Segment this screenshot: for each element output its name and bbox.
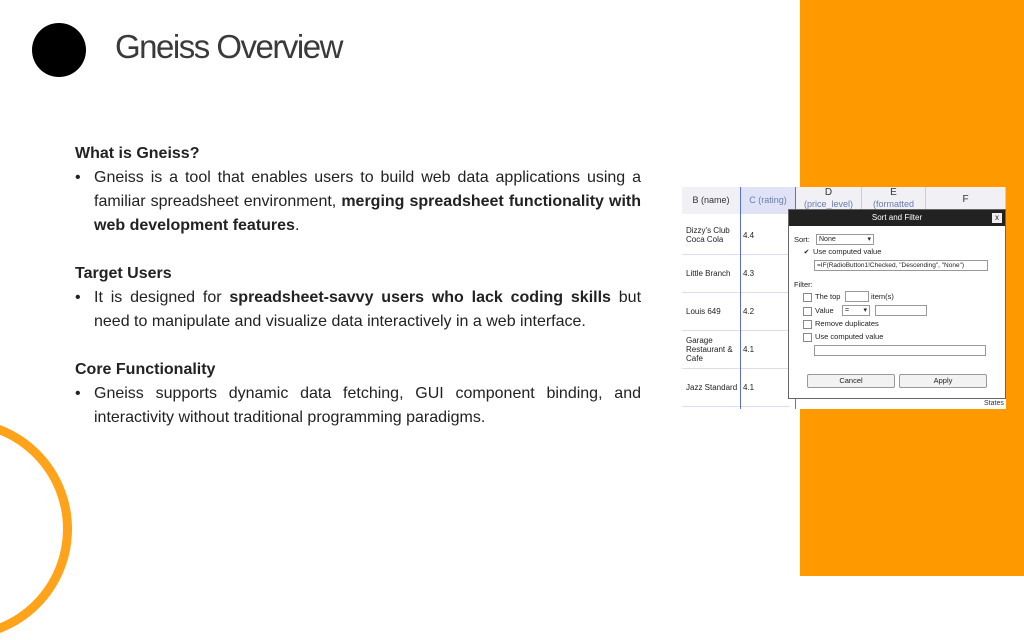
apply-button[interactable]: Apply <box>899 374 987 388</box>
section-heading: Target Users <box>75 265 172 282</box>
cell-name: Jazz Standard <box>686 382 738 392</box>
dialog-title-bar <box>789 210 1005 226</box>
use-computed-checkbox[interactable]: ✔ Use computed value <box>803 247 882 256</box>
column-header-b <box>682 187 741 214</box>
section-heading: What is Gneiss? <box>75 145 200 162</box>
bullet-dot: • <box>75 169 81 186</box>
bullet-item <box>75 286 641 334</box>
computed-value-input[interactable] <box>814 345 986 356</box>
cell-name: Dizzy's Club Coca Cola <box>686 226 730 244</box>
slide-body <box>75 142 641 430</box>
cell-country: States <box>984 400 1004 407</box>
bullet-dot: • <box>75 385 81 402</box>
formula-input[interactable]: =IF(RadioButton1!Checked, "Descending", "None") <box>814 260 988 271</box>
decorative-arc <box>0 418 72 640</box>
sort-filter-dialog <box>788 209 1006 399</box>
value-operator-select[interactable]: = ▾ <box>842 305 870 316</box>
column-header-label: B (name) <box>692 195 730 205</box>
bullet-text: but need to manipulate and visualize data interactively in a web interface. <box>94 289 642 330</box>
cell-name: Louis 649 <box>686 306 721 316</box>
bullet-text: Gneiss supports dynamic data fetching, GUI component binding, and interactivity without traditional programming paradigms. <box>94 385 641 426</box>
column-header-label: (formatted <box>872 199 914 209</box>
close-icon[interactable]: x <box>992 213 1002 223</box>
cell-rating: 4.1 <box>743 382 755 392</box>
bullet-bold-text: merging spreadsheet functionality with web development features <box>94 193 641 234</box>
cell-rating: 4.1 <box>743 344 755 354</box>
column-header-label: (price_level) <box>803 199 854 209</box>
value-input[interactable] <box>875 305 927 316</box>
cell-rating: 4.2 <box>743 306 755 316</box>
cell-rating: 4.4 <box>743 230 755 240</box>
the-top-checkbox[interactable]: The top <box>803 292 840 302</box>
column-letter: F <box>962 194 969 205</box>
items-label: item(s) <box>871 292 894 301</box>
column-letter: D <box>824 187 833 198</box>
value-checkbox[interactable]: Value <box>803 306 834 316</box>
filter-label: Filter: <box>794 280 813 289</box>
column-letter: E <box>890 187 897 198</box>
use-computed-checkbox-2[interactable]: Use computed value <box>803 332 883 342</box>
sort-label: Sort: <box>794 235 810 244</box>
column-header-label: C (rating) <box>749 195 787 205</box>
dialog-title: Sort and Filter <box>871 213 923 222</box>
bullet-item <box>75 382 641 430</box>
top-count-input[interactable] <box>845 291 869 302</box>
cell-name: Garage Restaurant & Cafe <box>686 335 733 363</box>
bullet-text: . <box>294 217 300 234</box>
bullet-dot: • <box>75 289 81 306</box>
cell-name: Little Branch <box>686 268 731 278</box>
section-heading: Core Functionality <box>75 361 216 378</box>
checkmark-icon: ✔ <box>803 248 810 256</box>
bullet-bold-text: spreadsheet-savvy users who lack coding skills <box>229 289 611 306</box>
sort-select[interactable]: None ▾ <box>816 234 874 245</box>
page-title: Gneiss Overview <box>115 28 342 65</box>
cancel-button[interactable]: Cancel <box>807 374 895 388</box>
remove-duplicates-checkbox[interactable]: Remove duplicates <box>803 319 879 329</box>
bullet-text: Gneiss is a tool that enables users to build web data applications using a familiar spreadsheet environment, <box>94 169 641 210</box>
cell-rating: 4.3 <box>743 268 755 278</box>
spreadsheet-screenshot <box>682 187 1006 409</box>
bullet-text: It is designed for <box>94 289 230 306</box>
bullet-item <box>75 166 641 238</box>
title-dot <box>32 23 86 77</box>
